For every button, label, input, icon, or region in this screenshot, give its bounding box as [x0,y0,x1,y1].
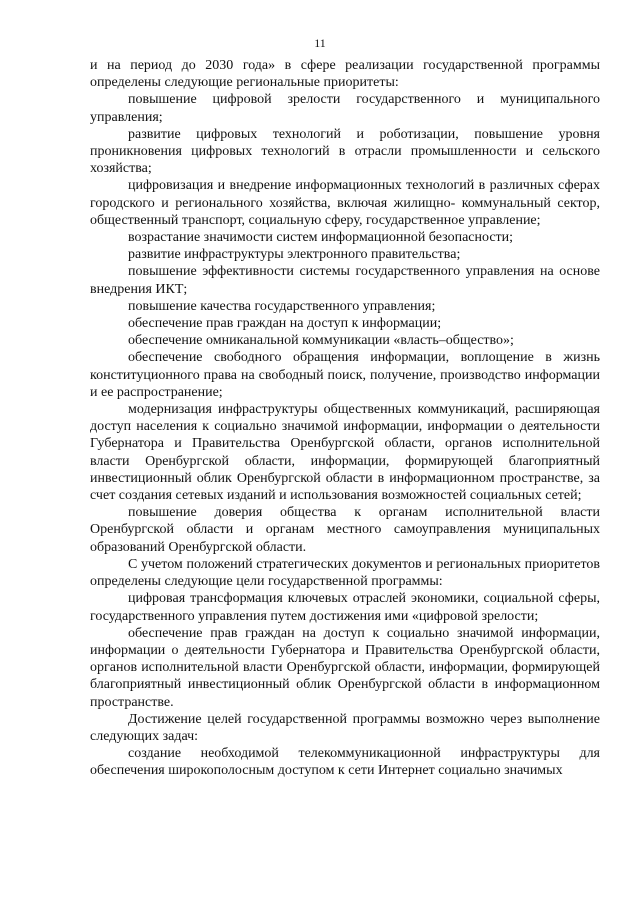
paragraph: повышение цифровой зрелости государственного и муниципального управления; [90,92,600,125]
paragraph: С учетом положений стратегических документов и региональных приоритетов определены следующие цели государственной программы: [90,556,600,590]
paragraph: модернизация инфраструктуры общественных коммуникаций, расширяющая доступ населения к социально значимой информации, информации о деятельности Губернатора и Правительства Оренбургской области, органов исполнительной власти Оренбургской области, информации, формирующей благоприятный инвестиционный облик Оренбургской области в информационном пространстве, за счет создания сетевых изданий и использования возможностей социальных сетей; [90,402,600,504]
paragraph: цифровая трансформация ключевых отраслей экономики, социальной сферы, государственного управления путем достижения ими «цифровой зрелости; [90,591,600,624]
paragraph: повышение доверия общества к органам исполнительной власти Оренбургской области и органам местного самоуправления муниципальных образований Оренбургской области. [90,505,600,555]
page-number: 11 [314,36,326,50]
paragraph: обеспечение прав граждан на доступ к информации; [128,316,442,332]
paragraph: повышение качества государственного управления; [128,298,436,314]
paragraph: обеспечение прав граждан на доступ к социально значимой информации, информации о деятельности Губернатора и Правительства Оренбургской области, органов исполнительной власти Оренбургской области, информации, формирующей благоприятный инвестиционный облик Оренбургской области в информационном пространстве. [90,625,600,710]
paragraph: и на период до 2030 года» в сфере реализации государственной программы определены следующие региональные приоритеты: [90,58,600,91]
paragraph: цифровизация и внедрение информационных технологий в различных сферах городского и регионального хозяйства, включая жилищно- коммунальный сектор, общественный транспорт, социальную сферу, государственное управление; [90,178,600,228]
paragraph: обеспечение омниканальной коммуникации «власть–общество»; [128,333,514,349]
paragraph: развитие цифровых технологий и роботизации, повышение уровня проникновения цифровых технологий в отрасли промышленности и сельского хозяйства; [90,126,600,177]
paragraph: повышение эффективности системы государственного управления на основе внедрения ИКТ; [90,264,600,297]
paragraph: обеспечение свободного обращения информации, воплощение в жизнь конституционного права на свободный поиск, получение, производство информации и ее распространение; [90,350,600,400]
document-body [90,57,600,780]
paragraph: создание необходимой телекоммуникационной инфраструктуры для обеспечения широкополосным доступом к сети Интернет социально значимых [90,746,600,779]
paragraph: развитие инфраструктуры электронного правительства; [128,247,461,263]
paragraph: возрастание значимости систем информационной безопасности; [128,230,514,246]
paragraph: Достижение целей государственной программы возможно через выполнение следующих задач: [90,711,600,744]
